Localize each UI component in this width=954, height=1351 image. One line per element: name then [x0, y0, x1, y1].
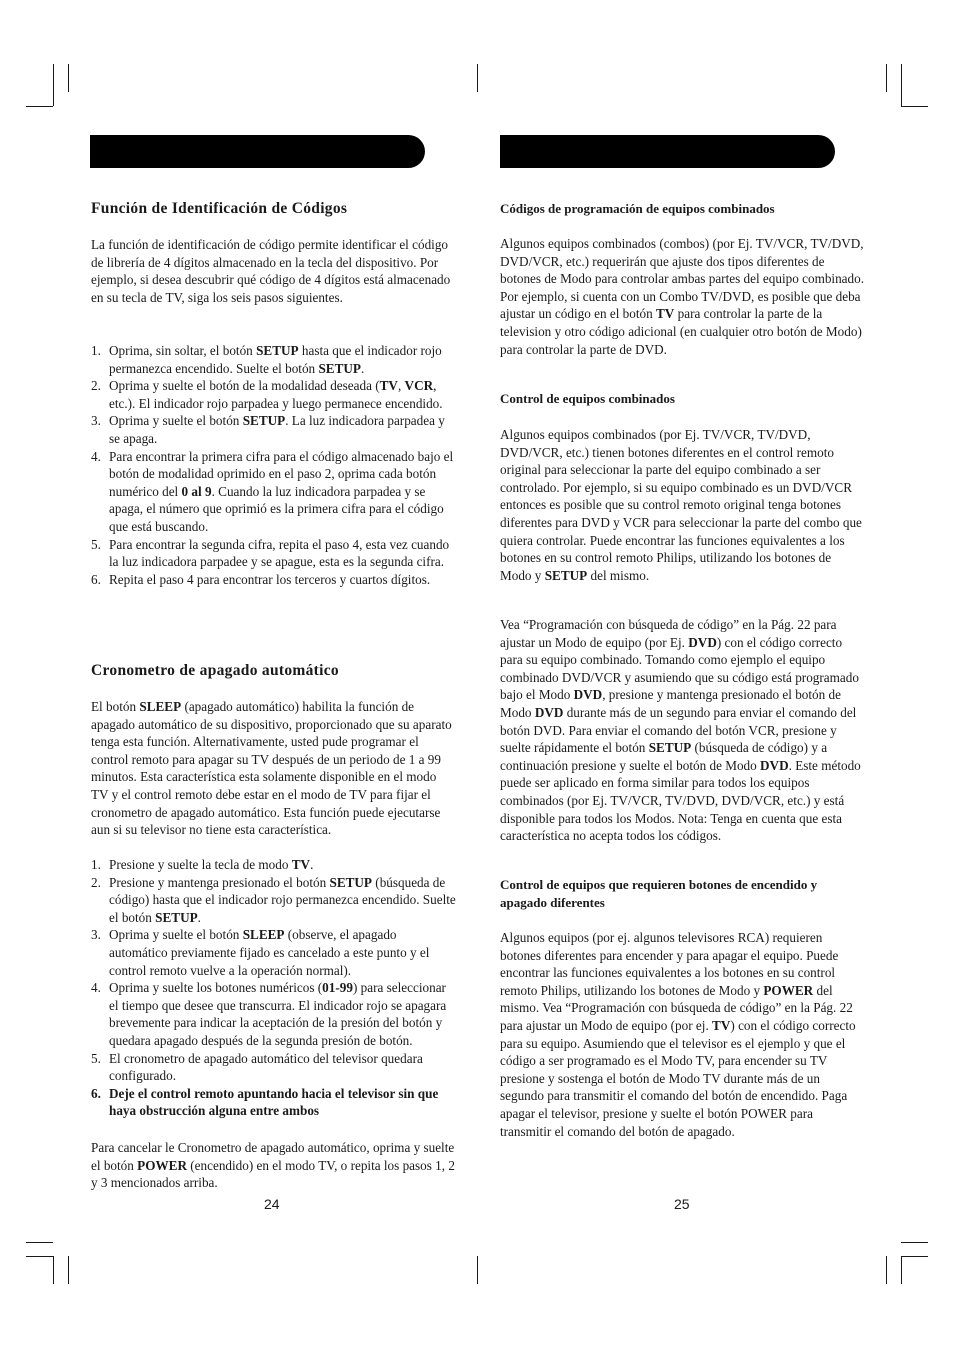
intro-sleep-timer: El botón SLEEP (apagado automático) habilita la función de apagado automático de su dispositivo, proporcionado que su aparato tenga esta función. Alternativamente, usted pude programar el control remoto para apagar su TV después de un periodo de 1 a 99 minutos. Esta característica esta solamente disponible en el modo TV y el control remoto debe estar en el modo de TV para fijar el cronometro de apagado automático. Esta función puede ejecutarse aun si su televisor no tiene esta característica.: [91, 699, 452, 838]
para-combo-codes: Algunos equipos combinados (combos) (por Ej. TV/VCR, TV/DVD, DVD/VCR, etc.) requerirán que ajuste dos tipos diferentes de botones de Modo para controlar ambas partes del equipo combinado. Por ejemplo, si cuenta con un Combo TV/DVD, es posible que deba ajustar un código en el botón TV para controlar la parte de la television y otro código adicional (en cualquier otro botón de Modo) para controlar la parte de DVD.: [500, 236, 865, 357]
page-number-right: 25: [674, 1196, 690, 1212]
heading-combo-control: Control de equipos combinados: [500, 391, 675, 406]
list-item-number: 2.: [91, 378, 101, 394]
list-item: 2. Presione y mantenga presionado el botón SETUP (búsqueda de código) hasta que el indicador rojo permanezca encendido. Suelte el botón SETUP.: [91, 874, 456, 925]
header-banner-left: [90, 135, 425, 168]
intro-code-identification: La función de identificación de código permite identificar el código de librería de 4 dígitos almacenado en la tecla del dispositivo. Por ejemplo, si desea descubrir qué código de 4 dígitos está almacenado en su tecla de TV, siga los seis pasos siguientes.: [91, 237, 451, 305]
para-combo-control-2: Vea “Programación con búsqueda de código” en la Pág. 22 para ajustar un Modo de equipo (por Ej. DVD) con el código correcto para su equipo combinado. Tomando como ejemplo el equipo combinado DVD/VCR y asumiendo que su código está programado bajo el Modo DVD, presione y mantenga presionado el botón de Modo DVD durante más de un segundo para enviar el comando del botón DVD. Para enviar el comando del botón VCR, presione y suelte rápidamente el botón SETUP (búsqueda de código) y a continuación presione y suelte el botón de Modo DVD. Este método puede ser aplicado en forma similar para todos los equipos combinados (por Ej. TV/VCR, TV/DVD, DVD/VCR, etc.) y está disponible para todos los Modos. Nota: Tenga en cuenta que esta característica no acepta todos los códigos.: [500, 617, 861, 844]
list-item-number: 6.: [91, 1085, 101, 1101]
list-item-number: 6.: [91, 571, 101, 587]
outro-sleep-timer: Para cancelar le Cronometro de apagado automático, oprima y suelte el botón POWER (encendido) en el modo TV, o repita los pasos 1, 2 y 3 mencionados arriba.: [91, 1140, 455, 1191]
list-item: 1. Oprima, sin soltar, el botón SETUP hasta que el indicador rojo permanezca encendido. Suelte el botón SETUP.: [91, 343, 442, 376]
list-item-number: 3.: [91, 413, 101, 429]
list-item-number: 1.: [91, 857, 101, 872]
steps-sleep-timer: [91, 856, 456, 1120]
list-item-number: 2.: [91, 874, 101, 890]
list-item: 2. Oprima y suelte el botón de la modalidad deseada (TV, VCR, etc.). El indicador rojo parpadea y luego permanece encendido.: [91, 378, 443, 411]
list-item-number: 4.: [91, 448, 101, 464]
steps-code-identification: [91, 342, 456, 588]
list-item: 6. Deje el control remoto apuntando hacia el televisor sin que haya obstrucción alguna entre ambos: [91, 1085, 439, 1119]
list-item: 5. Para encontrar la segunda cifra, repita el paso 4, esta vez cuando la luz indicadora parpadee y se apague, esta es la segunda cifra.: [91, 536, 450, 570]
heading-sleep-timer: Cronometro de apagado automático: [91, 662, 339, 679]
list-item-number: 5.: [91, 1050, 101, 1066]
para-separate-power: Algunos equipos (por ej. algunos televisores RCA) requieren botones diferentes para encender y para apagar el equipo. Puede encontrar las funciones equivalentes a los botones en su control remoto Philips, utilizando los botones de Modo y POWER del mismo. Vea “Programación con búsqueda de código” en la Pág. 22 para ajustar un Modo de equipo (por ej. TV) con el código correcto para su equipo. Asumiendo que el televisor es el ejemplo y que el código a ser programado es el Modo TV, para encender su TV presione y sostenga el botón de Modo TV durante más de un segundo para transmitir el comando del botón de encendido. Paga apagar el televisor, presione y suelte el botón POWER para transmitir el comando del botón de apagado.: [500, 930, 856, 1139]
heading-separate-power: Control de equipos que requieren botones de encendido y apagado diferentes: [500, 877, 818, 910]
list-item: 1. Presione y suelte la tecla de modo TV.: [91, 857, 314, 872]
list-item-number: 1.: [91, 343, 101, 358]
list-item: 3. Oprima y suelte el botón SETUP. La luz indicadora parpadea y se apaga.: [91, 413, 445, 446]
list-item: 4. Para encontrar la primera cifra para el código almacenado bajo el botón de modalidad oprimido en el paso 2, oprima cada botón numérico del 0 al 9. Cuando la luz indicadora parpadea y se apaga, el número que oprimió es la primera cifra para el código que está buscando.: [91, 448, 454, 534]
page-number-left: 24: [264, 1196, 280, 1212]
list-item: 5. El cronometro de apagado automático del televisor quedara configurado.: [91, 1050, 423, 1084]
list-item: 4. Oprima y suelte los botones numéricos (01-99) para seleccionar el tiempo que desee que transcurra. El indicador rojo se apagara brevemente para indicar la aceptación de la presión del botón y quedara apagado después de la segunda presión de botón.: [91, 980, 447, 1048]
list-item-number: 5.: [91, 536, 101, 552]
list-item: 3. Oprima y suelte el botón SLEEP (observe, el apagado automático previamente fijado es cancelado a este punto y el control remoto vuelve a la operación normal).: [91, 927, 430, 978]
list-item-number: 4.: [91, 980, 101, 996]
heading-combo-codes: Códigos de programación de equipos combinados: [500, 201, 775, 216]
header-banner-right: [500, 135, 835, 168]
para-combo-control-1: Algunos equipos combinados (por Ej. TV/VCR, TV/DVD, DVD/VCR, etc.) tienen botones diferentes en el control remoto original para seleccionar la parte del equipo combinado a ser controlado. Por ejemplo, si su equipo combinado es un DVD/VCR entonces es posible que su control remoto original tenga botones diferentes para DVD y VCR para seleccionar la parte del combo que quiera controlar. Puede encontrar las funciones equivalentes a los botones en su control remoto Philips, utilizando los botones de Modo y SETUP del mismo.: [500, 427, 862, 583]
list-item-number: 3.: [91, 927, 101, 943]
list-item: 6. Repita el paso 4 para encontrar los terceros y cuartos dígitos.: [91, 571, 431, 587]
heading-code-identification: Función de Identificación de Códigos: [91, 200, 348, 217]
